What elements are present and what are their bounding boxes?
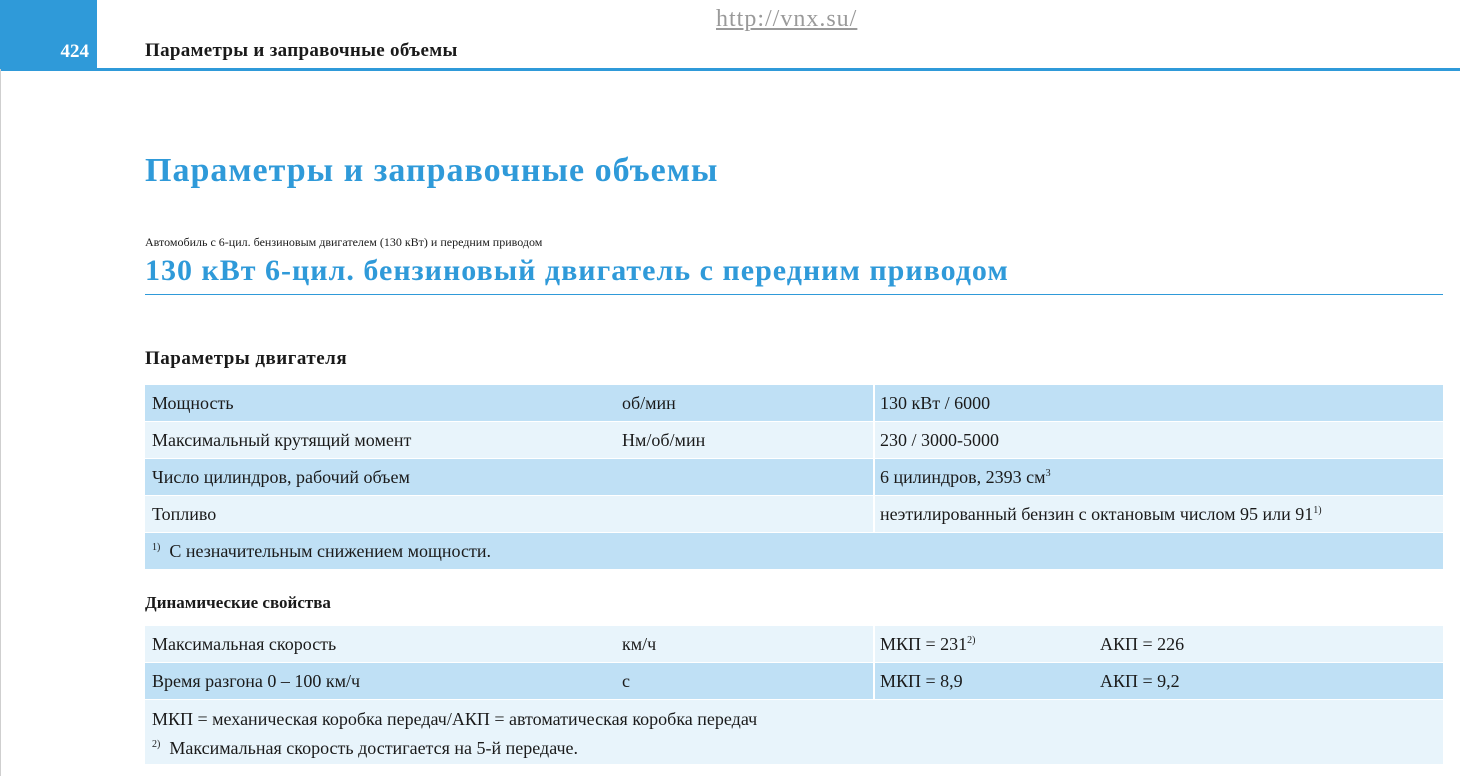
- dynamics-table: [145, 626, 1443, 764]
- footnote-mark: 1): [152, 542, 161, 553]
- footnote-ref: 2): [967, 635, 976, 646]
- param-value-wrap: [880, 504, 1322, 525]
- running-header-title: Параметры и заправочные объемы: [145, 40, 458, 61]
- header-rule: [0, 68, 1460, 71]
- akp-value: АКП = 9,2: [1100, 671, 1180, 691]
- page-title: Параметры и заправочные объемы: [145, 152, 719, 189]
- param-name: Топливо: [152, 504, 217, 524]
- footnote-mark: 2): [152, 739, 161, 750]
- mkp-value-wrap: [880, 634, 976, 655]
- table-row: [145, 626, 1443, 662]
- engine-params-heading: Параметры двигателя: [145, 348, 348, 369]
- gearbox-legend: МКП = механическая коробка передач/АКП = автоматическая коробка передач: [152, 709, 758, 729]
- footnote: [152, 738, 578, 759]
- source-url-link[interactable]: http://vnx.su/: [716, 6, 858, 32]
- param-value: 130 кВт / 6000: [880, 393, 991, 413]
- param-name: Максимальная скорость: [152, 634, 337, 654]
- param-unit: с: [622, 671, 630, 691]
- footnote-text: Максимальная скорость достигается на 5-й передаче.: [169, 738, 578, 758]
- param-name: Время разгона 0 – 100 км/ч: [152, 671, 361, 691]
- param-unit: км/ч: [622, 634, 657, 654]
- table-row: [145, 385, 1443, 421]
- engine-params-table: [145, 385, 1443, 569]
- param-value: неэтилированный бензин с октановым числом 95 или 91: [880, 504, 1314, 524]
- footnote: [152, 541, 491, 562]
- param-unit: об/мин: [622, 393, 676, 413]
- footnote-ref: 1): [1313, 505, 1322, 516]
- column-divider: [873, 422, 875, 458]
- table-row: [145, 421, 1443, 458]
- section-rule: [145, 294, 1443, 295]
- column-divider: [873, 385, 875, 421]
- param-value: 6 цилиндров, 2393 см: [880, 467, 1046, 487]
- param-name: Мощность: [152, 393, 234, 413]
- column-divider: [873, 459, 875, 495]
- page-number: 424: [60, 41, 89, 62]
- footnote-row: [145, 532, 1443, 569]
- section-title: 130 кВт 6-цил. бензиновый двигатель с передним приводом: [145, 254, 1009, 287]
- column-divider: [873, 626, 875, 662]
- table-row: [145, 662, 1443, 699]
- vehicle-caption: Автомобиль с 6-цил. бензиновым двигателем (130 кВт) и передним приводом: [145, 235, 543, 249]
- param-name: Число цилиндров, рабочий объем: [152, 467, 410, 487]
- dynamics-heading: Динамические свойства: [145, 593, 331, 612]
- footnote-text: С незначительным снижением мощности.: [169, 541, 491, 561]
- column-divider: [873, 496, 875, 532]
- superscript: 3: [1045, 468, 1051, 479]
- mkp-value: МКП = 231: [880, 634, 968, 654]
- mkp-value: МКП = 8,9: [880, 671, 963, 691]
- param-unit: Нм/об/мин: [622, 430, 706, 450]
- param-value-wrap: [880, 467, 1051, 488]
- page-number-box: [0, 0, 97, 69]
- table-row: [145, 495, 1443, 532]
- page-edge: [0, 69, 1, 776]
- akp-value: АКП = 226: [1100, 634, 1185, 654]
- param-name: Максимальный крутящий момент: [152, 430, 412, 450]
- legend-row: [145, 699, 1443, 764]
- column-divider: [873, 663, 875, 699]
- param-value: 230 / 3000-5000: [880, 430, 999, 450]
- table-row: [145, 458, 1443, 495]
